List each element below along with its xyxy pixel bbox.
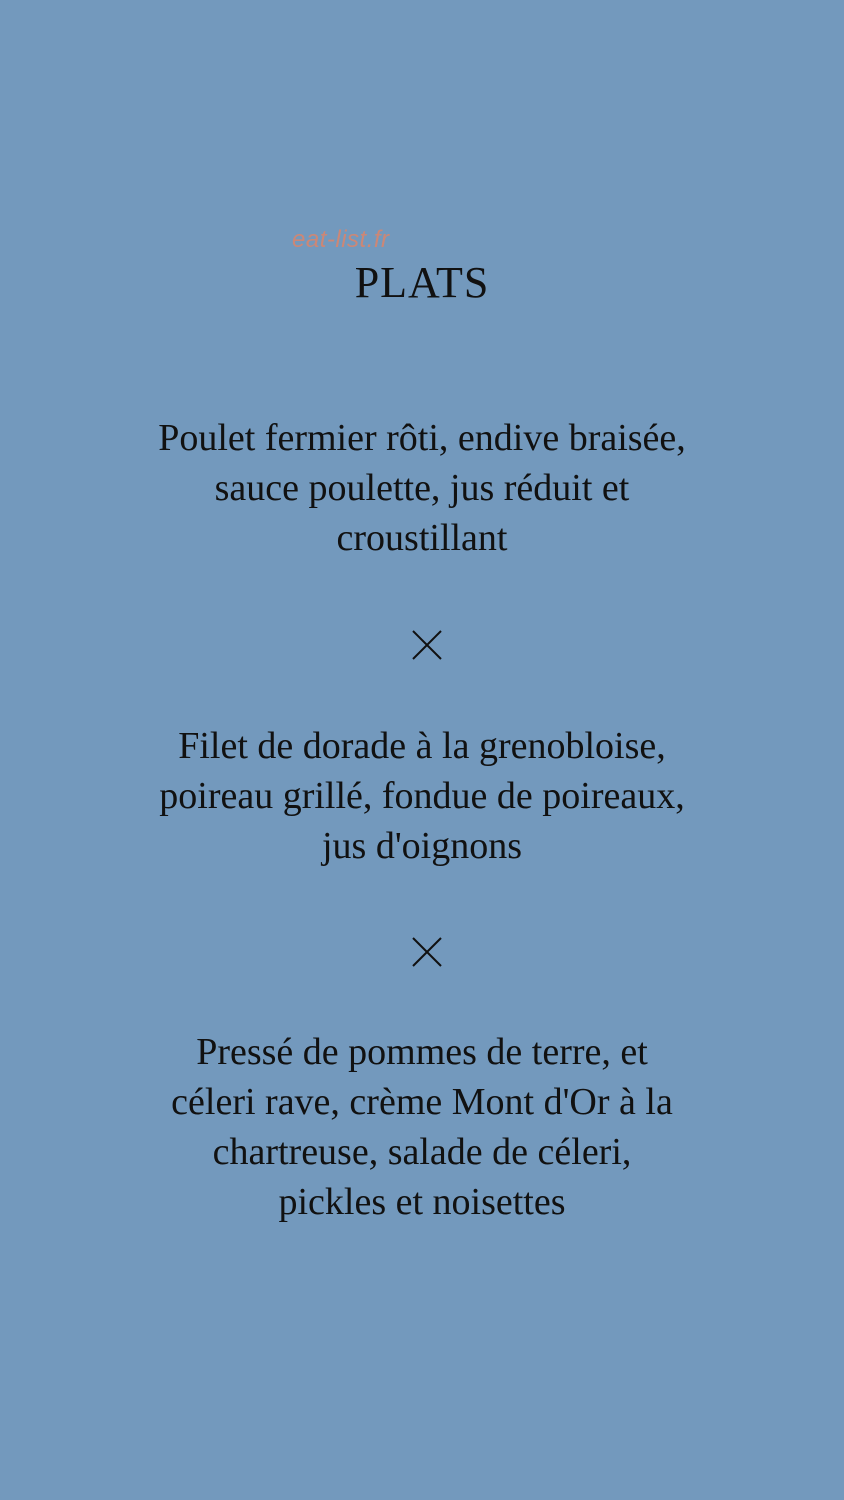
- watermark: eat-list.fr: [292, 226, 390, 253]
- dish-item: [60, 1027, 784, 1227]
- cross-icon: [408, 933, 446, 971]
- cross-icon: [408, 626, 446, 664]
- dish-line: croustillant: [336, 517, 508, 559]
- dish-item: [60, 413, 784, 563]
- dish-item: [60, 721, 784, 871]
- dish-line: Pressé de pommes de terre, et: [196, 1031, 648, 1073]
- page-title: PLATS: [354, 258, 490, 307]
- dish-line: poireau grillé, fondue de poireaux,: [159, 775, 685, 817]
- dish-line: pickles et noisettes: [278, 1181, 566, 1223]
- dish-line: Filet de dorade à la grenobloise,: [178, 725, 666, 767]
- dish-line: Poulet fermier rôti, endive braisée,: [158, 417, 686, 459]
- dish-line: chartreuse, salade de céleri,: [212, 1131, 632, 1173]
- dish-line: céleri rave, crème Mont d'Or à la: [171, 1081, 673, 1123]
- dish-line: jus d'oignons: [321, 825, 523, 867]
- dish-line: sauce poulette, jus réduit et: [214, 467, 630, 509]
